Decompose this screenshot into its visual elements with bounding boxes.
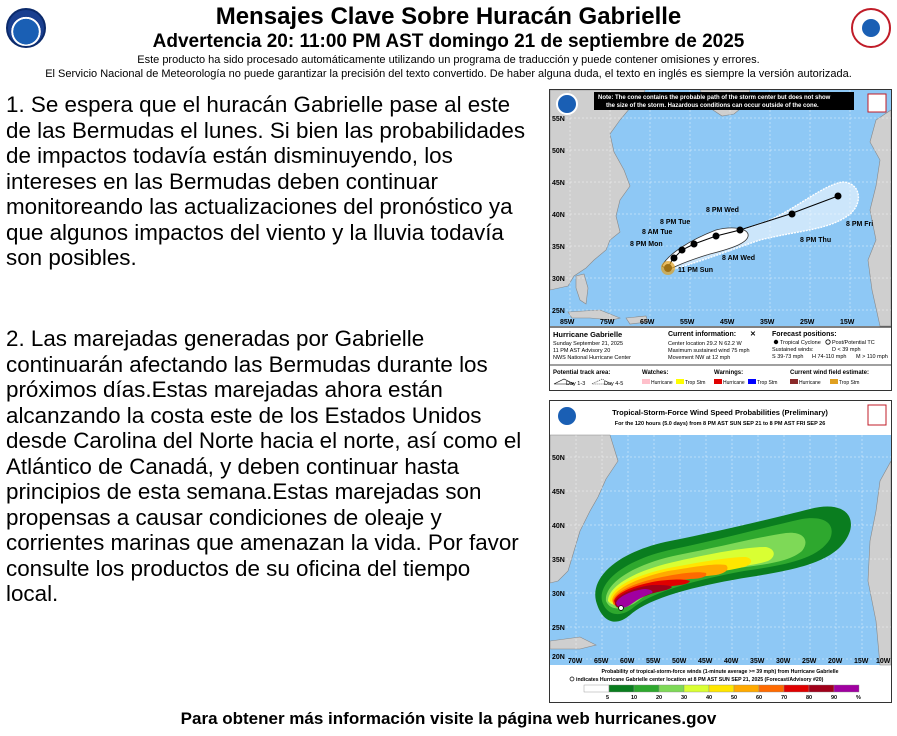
hurricane-watch-swatch <box>642 379 650 384</box>
scale-swatch <box>609 685 634 692</box>
scale-swatch <box>759 685 784 692</box>
probability-scale-labels <box>606 695 861 701</box>
noaa-icon <box>557 406 577 426</box>
forecast-label: 8 PM Wed <box>706 207 739 214</box>
legend-hurricane-watch: Hurricane <box>651 380 673 386</box>
legend-ts-watch: Trop Stm <box>685 380 706 386</box>
forecast-label: 11 PM Sun <box>678 267 714 274</box>
forecast-heading: Forecast positions: <box>772 331 837 338</box>
wind-field-estimate <box>661 261 675 275</box>
lon-label: 35W <box>760 319 775 326</box>
lon-label: 70W <box>568 658 583 665</box>
lat-label: 50N <box>552 455 565 462</box>
scale-swatch <box>659 685 684 692</box>
scale-swatch <box>809 685 834 692</box>
scale-label: 80 <box>806 695 813 701</box>
scale-label: 20 <box>656 695 663 701</box>
info-advisory: 11 PM AST Advisory 20 <box>553 348 611 354</box>
scale-label: 40 <box>706 695 713 701</box>
cone-note-1: Note: The cone contains the probable path of the storm center but does not show <box>598 95 831 101</box>
legend-tc: Tropical Cyclone <box>780 340 821 346</box>
scale-swatch <box>584 685 609 692</box>
storm-center-icon <box>619 606 624 611</box>
lon-label: 55W <box>680 319 695 326</box>
lat-label: 35N <box>552 557 565 564</box>
wind-caption-1: Probability of tropical-storm-force winds (1-minute average >= 39 mph) from Hurricane Gabrielle <box>601 669 839 675</box>
lon-label: 75W <box>600 319 615 326</box>
wind-map-title: Tropical-Storm-Force Wind Speed Probabilities (Preliminary) <box>612 408 828 417</box>
scale-label: 60 <box>756 695 763 701</box>
scale-label: 70 <box>781 695 788 701</box>
legend-ts-wind: Trop Stm <box>839 380 860 386</box>
lon-label: 45W <box>720 319 735 326</box>
legend-ts-warning: Trop Stm <box>757 380 778 386</box>
info-center: NWS National Hurricane Center <box>553 355 631 361</box>
scale-swatch <box>784 685 809 692</box>
noaa-icon <box>557 94 577 114</box>
lon-label: 50W <box>672 658 687 665</box>
wind-probability-map <box>550 401 891 702</box>
advisory-subtitle: Advertencia 20: 11:00 PM AST domingo 21 de septiembre de 2025 <box>152 31 745 52</box>
center-marker-icon <box>570 677 574 681</box>
scale-swatch <box>834 685 859 692</box>
legend-d: D < 39 mph <box>832 347 861 353</box>
scale-label: % <box>856 695 861 701</box>
scale-label: 5 <box>606 695 610 701</box>
wind-map-period: For the 120 hours (5.0 days) from 8 PM AST SUN SEP 21 to 8 PM AST FRI SEP 26 <box>614 421 826 427</box>
lon-label: 65W <box>640 319 655 326</box>
info-date: Sunday September 21, 2025 <box>553 341 624 347</box>
lat-label: 40N <box>552 523 565 530</box>
scale-swatch <box>684 685 709 692</box>
forecast-label: 8 AM Wed <box>722 255 756 262</box>
lat-label: 50N <box>552 148 565 155</box>
key-message-2: 2. Las marejadas generadas por Gabrielle continuarán afectando las Bermudas durante los próximos días.Estas marejadas ahora están alcanzando la costa este de los Estados Unidos desde Carolina del Norte hacia el norte, así como el Atlántico de Canadá, y deben continuar hasta principios de esta semana.Estas marejadas son propensas a causar condiciones de oleaje y corrientes marinas que amenazan la vida. Por favor consulte los productos de su oficina del tiempo local. <box>6 326 522 606</box>
lon-label: 25W <box>802 658 817 665</box>
lon-label: 85W <box>560 319 575 326</box>
legend-hurricane-wind: Hurricane <box>799 380 821 386</box>
lon-label: 25W <box>800 319 815 326</box>
lon-label: 10W <box>876 658 891 665</box>
translation-note-1: Este producto ha sido procesado automáticamente utilizando un programa de traducción y puede contener omisiones y errores. <box>137 54 760 66</box>
ts-warning-swatch <box>748 379 756 384</box>
legend-wind-field: Current wind field estimate: <box>790 370 870 376</box>
scale-swatch <box>634 685 659 692</box>
lat-label: 30N <box>552 591 565 598</box>
lon-label: 20W <box>828 658 843 665</box>
legend-ptc: Post/Potential TC <box>832 340 875 346</box>
legend-track-heading: Potential track area: <box>553 370 611 376</box>
ts-wind-swatch <box>830 379 838 384</box>
scale-label: 50 <box>731 695 738 701</box>
probability-scale <box>584 685 859 692</box>
legend-hurricane-warning: Hurricane <box>723 380 745 386</box>
page-title: Mensajes Clave Sobre Huracán Gabrielle <box>215 3 682 30</box>
info-max-wind: Maximum sustained wind 75 mph <box>668 348 750 354</box>
legend-m: M > 110 mph <box>856 354 888 360</box>
footer-link-text: Para obtener más información visite la página web hurricanes.gov <box>180 709 717 728</box>
lon-label: 55W <box>646 658 661 665</box>
legend-h: H 74-110 mph <box>812 354 847 360</box>
current-location-icon: ✕ <box>750 331 756 338</box>
forecast-label: 8 AM Tue <box>642 229 673 236</box>
lat-label: 25N <box>552 625 565 632</box>
lat-label: 25N <box>552 308 565 315</box>
forecast-label: 8 PM Tue <box>660 219 691 226</box>
legend-sust-winds: Sustained winds: <box>772 347 814 353</box>
scale-label: 90 <box>831 695 838 701</box>
cone-info-block <box>553 330 888 361</box>
hurricane-warning-swatch <box>714 379 722 384</box>
nws-icon <box>868 405 886 425</box>
info-location: Center location 29.2 N 62.2 W <box>668 341 742 347</box>
legend-warnings: Warnings: <box>714 370 744 376</box>
forecast-label: 8 PM Mon <box>630 241 663 248</box>
info-movement: Movement NW at 12 mph <box>668 355 731 361</box>
wind-probability-panel <box>549 400 892 703</box>
lon-label: 40W <box>724 658 739 665</box>
cone-legend-row <box>553 370 869 387</box>
lon-label: 15W <box>840 319 855 326</box>
lon-label: 35W <box>750 658 765 665</box>
lon-label: 15W <box>854 658 869 665</box>
lat-label: 20N <box>552 654 565 661</box>
lat-label: 55N <box>552 116 565 123</box>
legend-day45: Day 4-5 <box>604 381 624 387</box>
scale-label: 10 <box>631 695 638 701</box>
translation-note-2: El Servicio Nacional de Meteorología no puede garantizar la precisión del texto convertido. De haber alguna duda, el texto en inglés es siempre la versión autorizada. <box>45 68 852 80</box>
current-heading: Current information: <box>668 331 737 338</box>
scale-swatch <box>734 685 759 692</box>
lat-label: 45N <box>552 489 565 496</box>
lon-label: 30W <box>776 658 791 665</box>
cone-map-panel <box>549 89 892 391</box>
post-tc-icon <box>826 340 830 344</box>
legend-day13: Day 1-3 <box>566 381 586 387</box>
key-message-1: 1. Se espera que el huracán Gabrielle pase al este de las Bermudas el lunes. Si bien las probabilidades de impactos todavía están disminuyendo, los intereses en las Bermudas deben continuar monitoreando las actualizaciones del pronóstico ya que algunos impactos del viento y la lluvia todavía son posibles. <box>6 92 526 270</box>
wind-caption-2: indicates Hurricane Gabrielle center location at 8 PM AST SUN SEP 21, 2025 (Forecast/Advisory #20) <box>576 677 824 683</box>
forecast-label: 8 PM Fri <box>846 221 874 228</box>
lat-label: 35N <box>552 244 565 251</box>
scale-swatch <box>709 685 734 692</box>
lon-label: 65W <box>594 658 609 665</box>
legend-s: S 39-73 mph <box>772 354 804 360</box>
lat-label: 45N <box>552 180 565 187</box>
lon-label: 60W <box>620 658 635 665</box>
forecast-label: 8 PM Thu <box>800 237 832 244</box>
hurricane-wind-swatch <box>790 379 798 384</box>
lon-label: 45W <box>698 658 713 665</box>
cone-map <box>550 90 891 390</box>
cone-note-2: the size of the storm. Hazardous conditions can occur outside of the cone. <box>606 103 819 109</box>
storm-name: Hurricane Gabrielle <box>553 330 623 339</box>
ts-watch-swatch <box>676 379 684 384</box>
scale-label: 30 <box>681 695 688 701</box>
nws-icon <box>868 94 886 112</box>
tropical-cyclone-icon <box>774 340 778 344</box>
lat-label: 40N <box>552 212 565 219</box>
legend-watches: Watches: <box>642 370 669 376</box>
lat-label: 30N <box>552 276 565 283</box>
